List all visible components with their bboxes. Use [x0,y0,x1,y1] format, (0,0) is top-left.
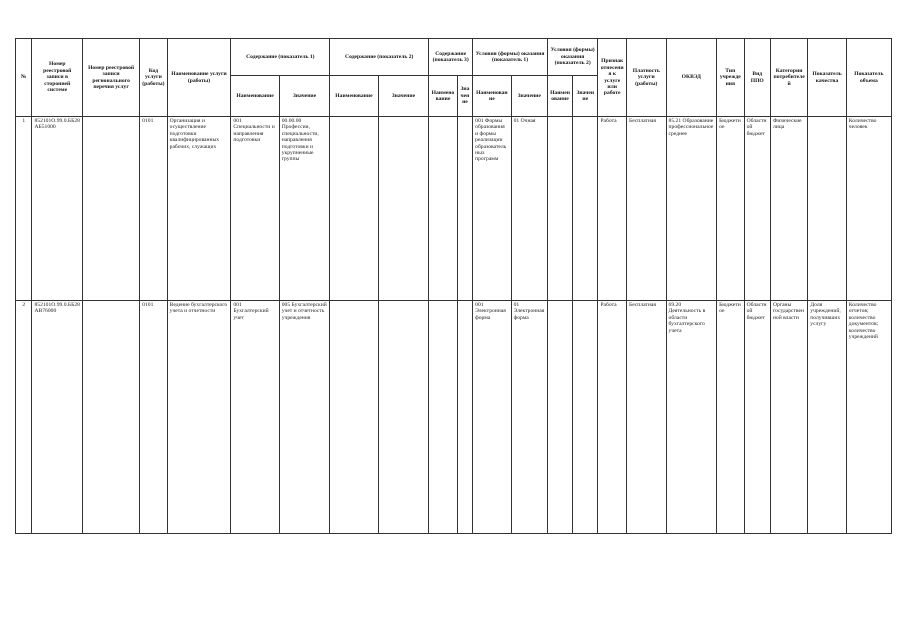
cell-activity-type: Бюджетное [717,301,744,534]
cell-c1-value: 00.00.00 Профессии, специальности, направления подготовки и укрупненные группы [279,117,330,301]
cell-u2-name [547,301,572,534]
cell-u2-name [547,117,572,301]
cell-c3-value [457,117,472,301]
col-cond2-header: Условия (формы) оказания (показатель 2) [547,39,598,76]
sub-name-header: Наименование [473,76,511,117]
cell-c1-name: 001 Бухгалтерский учет [231,301,279,534]
cell-c2-name [330,117,378,301]
col-quality-header: Показатель качества [808,39,846,117]
table-row[interactable] [16,301,892,534]
cell-service-name: Организация и осуществление подготовки квалифицированных рабочих, служащих [167,117,231,301]
table-row[interactable] [16,117,892,301]
cell-recipients: Физические лица [770,117,807,301]
sub-name-header: Наименование [330,76,378,117]
sub-value-header: Значение [511,76,547,117]
cell-reg-number: 852101О.99.0.ББ28АБ51000 [32,117,83,301]
cell-c3-name [429,301,458,534]
cell-payment: Бесплатная [626,117,666,301]
cell-c2-value [378,117,429,301]
col-content2-header: Содержание (показатель 2) [330,39,429,76]
cell-reg-entry [83,301,140,534]
col-content1-header: Содержание (показатель 1) [231,39,330,76]
cell-ppo-type: Областной бюджет [744,301,770,534]
sub-value-header: Значение [378,76,429,117]
cell-sign: Работа [598,117,627,301]
cell-u1-value: 01 Очная [511,117,547,301]
cell-okved: 69.20 Деятельность в области бухгалтерского учета [666,301,717,534]
cell-activity-type: Бюджетное [717,117,744,301]
cell-c1-name: 001 Специальности и направления подготовки [231,117,279,301]
cell-volume: Количество человек [846,117,891,301]
col-volume-header: Показатель объема [846,39,891,117]
cell-c3-name [429,117,458,301]
cell-c2-value [378,301,429,534]
col-content3-header: Содержание (показатель 3) [429,39,473,76]
cell-okved: 85.21 Образование профессиональное среднее [666,117,717,301]
cell-c2-name [330,301,378,534]
col-service-name-header: Наименование услуги (работы) [167,39,231,117]
cell-service-code: 0101 [140,117,167,301]
col-okved-header: ОКВЭД [666,39,717,117]
col-service-code-header: Код услуги (работы) [140,39,167,117]
cell-service-name: Ведение бухгалтерского учета и отчетности [167,301,231,534]
sub-name-header: Наименование [429,76,458,117]
cell-u2-value [573,117,598,301]
cell-u2-value [573,301,598,534]
cell-c3-value [457,301,472,534]
cell-service-code: 0101 [140,301,167,534]
sub-value-header: Значение [573,76,598,117]
col-activity-type-header: Тип учреждения [717,39,744,117]
sub-value-header: Значение [457,76,472,117]
cell-u1-value: 01 Электронная форма [511,301,547,534]
cell-u1-name: 001 Формы образования и формы реализации образовательных программ [473,117,511,301]
col-reg-entry-header: Номер реестровой записи регионального перечня услуг [83,39,140,117]
cell-sign: Работа [598,301,627,534]
cell-num: 1 [16,117,32,301]
col-recipients-header: Категории потребителей [770,39,807,117]
cell-payment: Бесплатная [626,301,666,534]
col-sign-header: Признак отнесения к услуге или работе [598,39,627,117]
header-row-top [16,39,892,76]
cell-reg-number: 852101О.99.0.ББ28АВ76000 [32,301,83,534]
cell-u1-name: 001 Электронная форма [473,301,511,534]
register-table [15,38,892,534]
col-reg-number-header: Номер реестровой записи в сторонней системе [32,39,83,117]
col-ppo-type-header: Вид ППО [744,39,770,117]
col-cond1-header: Условия (формы) оказания (показатель 1) [473,39,548,76]
cell-quality: Доля учреждений, получивших услугу [808,301,846,534]
cell-ppo-type: Областной бюджет [744,117,770,301]
sub-value-header: Значение [279,76,330,117]
cell-volume: Количество отчетов; количество документов; количество учреждений [846,301,891,534]
col-number-header: № [16,39,32,117]
cell-c1-value: 005 Бухгалтерский учет и отчетность учреждения [279,301,330,534]
sub-name-header: Наименование [547,76,572,117]
cell-recipients: Органы государственной власти [770,301,807,534]
col-payment-header: Платность услуги (работы) [626,39,666,117]
sub-name-header: Наименование [231,76,279,117]
cell-num: 2 [16,301,32,534]
cell-quality [808,117,846,301]
cell-reg-entry [83,117,140,301]
